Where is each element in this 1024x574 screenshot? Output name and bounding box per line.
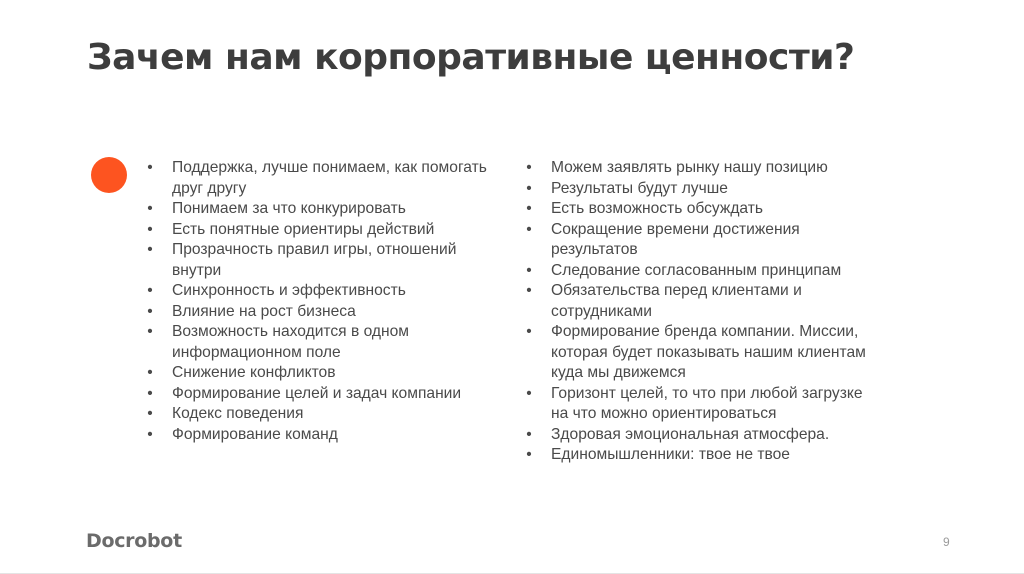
list-item (144, 322, 504, 363)
bullet-icon: • (147, 282, 153, 299)
list-item-text: Кодекс поведения (172, 405, 304, 422)
slide-title: Зачем нам корпоративные ценности? (87, 37, 855, 78)
list-item (144, 240, 504, 281)
list-item-text: Единомышленники: твое не твое (551, 446, 790, 463)
list-item (144, 425, 504, 446)
list-item-text: Поддержка, лучше понимаем, как помогать друг другу (172, 159, 487, 197)
list-item (523, 158, 883, 179)
list-item-text: Формирование бренда компании. Миссии, которая будет показывать нашим клиентам куда мы движемся (551, 323, 866, 381)
list-item-text: Формирование команд (172, 425, 338, 443)
list-item (523, 261, 883, 282)
list-item (144, 404, 504, 425)
list-item (523, 199, 883, 220)
list-item (144, 220, 504, 241)
list-item (144, 384, 504, 405)
bullet-icon: • (526, 384, 532, 402)
list-item-text: Есть понятные ориентиры действий (172, 220, 435, 238)
bullet-icon: • (526, 179, 532, 197)
bullet-icon: • (147, 220, 153, 238)
right-bullet-list (523, 158, 883, 466)
list-item (144, 199, 504, 220)
list-item-text: Влияние на рост бизнеса (172, 302, 356, 320)
bullet-icon: • (526, 282, 532, 299)
bullet-icon: • (526, 261, 532, 279)
bullet-icon: • (526, 446, 532, 463)
list-item-text: Прозрачность правил игры, отношений внутри (172, 241, 457, 279)
list-item-text: Результаты будут лучше (551, 179, 728, 197)
bullet-icon: • (147, 302, 153, 320)
bullet-icon: • (147, 405, 153, 422)
list-item (523, 445, 883, 466)
list-item (523, 179, 883, 200)
list-item-text: Обязательства перед клиентами и сотрудниками (551, 282, 802, 320)
list-item (523, 425, 883, 446)
list-item-text: Здоровая эмоциональная атмосфера. (551, 425, 830, 443)
list-item-text: Есть возможность обсуждать (551, 200, 764, 217)
list-item-text: Понимаем за что конкурировать (172, 200, 406, 217)
list-item (523, 322, 883, 384)
list-item-text: Формирование целей и задач компании (172, 384, 462, 402)
list-item (144, 363, 504, 384)
list-item-text: Горизонт целей, то что при любой загрузке на что можно ориентироваться (551, 384, 863, 422)
bullet-icon: • (526, 200, 532, 217)
list-item (144, 158, 504, 199)
bullet-icon: • (147, 241, 153, 258)
bullet-icon: • (147, 159, 153, 176)
list-item (144, 281, 504, 302)
list-item (523, 220, 883, 261)
list-item (523, 384, 883, 425)
bullet-icon: • (147, 323, 153, 340)
list-item (144, 302, 504, 323)
docrobot-logo: Docrobot (86, 530, 182, 552)
bullet-icon: • (147, 364, 153, 381)
list-item (523, 281, 883, 322)
bullet-icon: • (526, 323, 532, 340)
list-item-text: Возможность находится в одном информационном поле (172, 323, 410, 361)
list-item-text: Можем заявлять рынку нашу позицию (551, 159, 828, 176)
left-bullet-list (144, 158, 504, 445)
bullet-icon: • (147, 384, 153, 402)
bullet-icon: • (147, 200, 153, 217)
page-number: 9 (943, 535, 950, 549)
list-item-text: Следование согласованным принципам (551, 261, 842, 279)
bullet-icon: • (526, 159, 532, 176)
bullet-icon: • (526, 425, 532, 443)
list-item-text: Сокращение времени достижения результатов (551, 220, 800, 258)
list-item-text: Снижение конфликтов (172, 364, 336, 381)
list-item-text: Синхронность и эффективность (172, 282, 406, 299)
bullet-icon: • (526, 220, 532, 238)
bullet-icon: • (147, 425, 153, 443)
orange-circle-icon (91, 157, 127, 193)
